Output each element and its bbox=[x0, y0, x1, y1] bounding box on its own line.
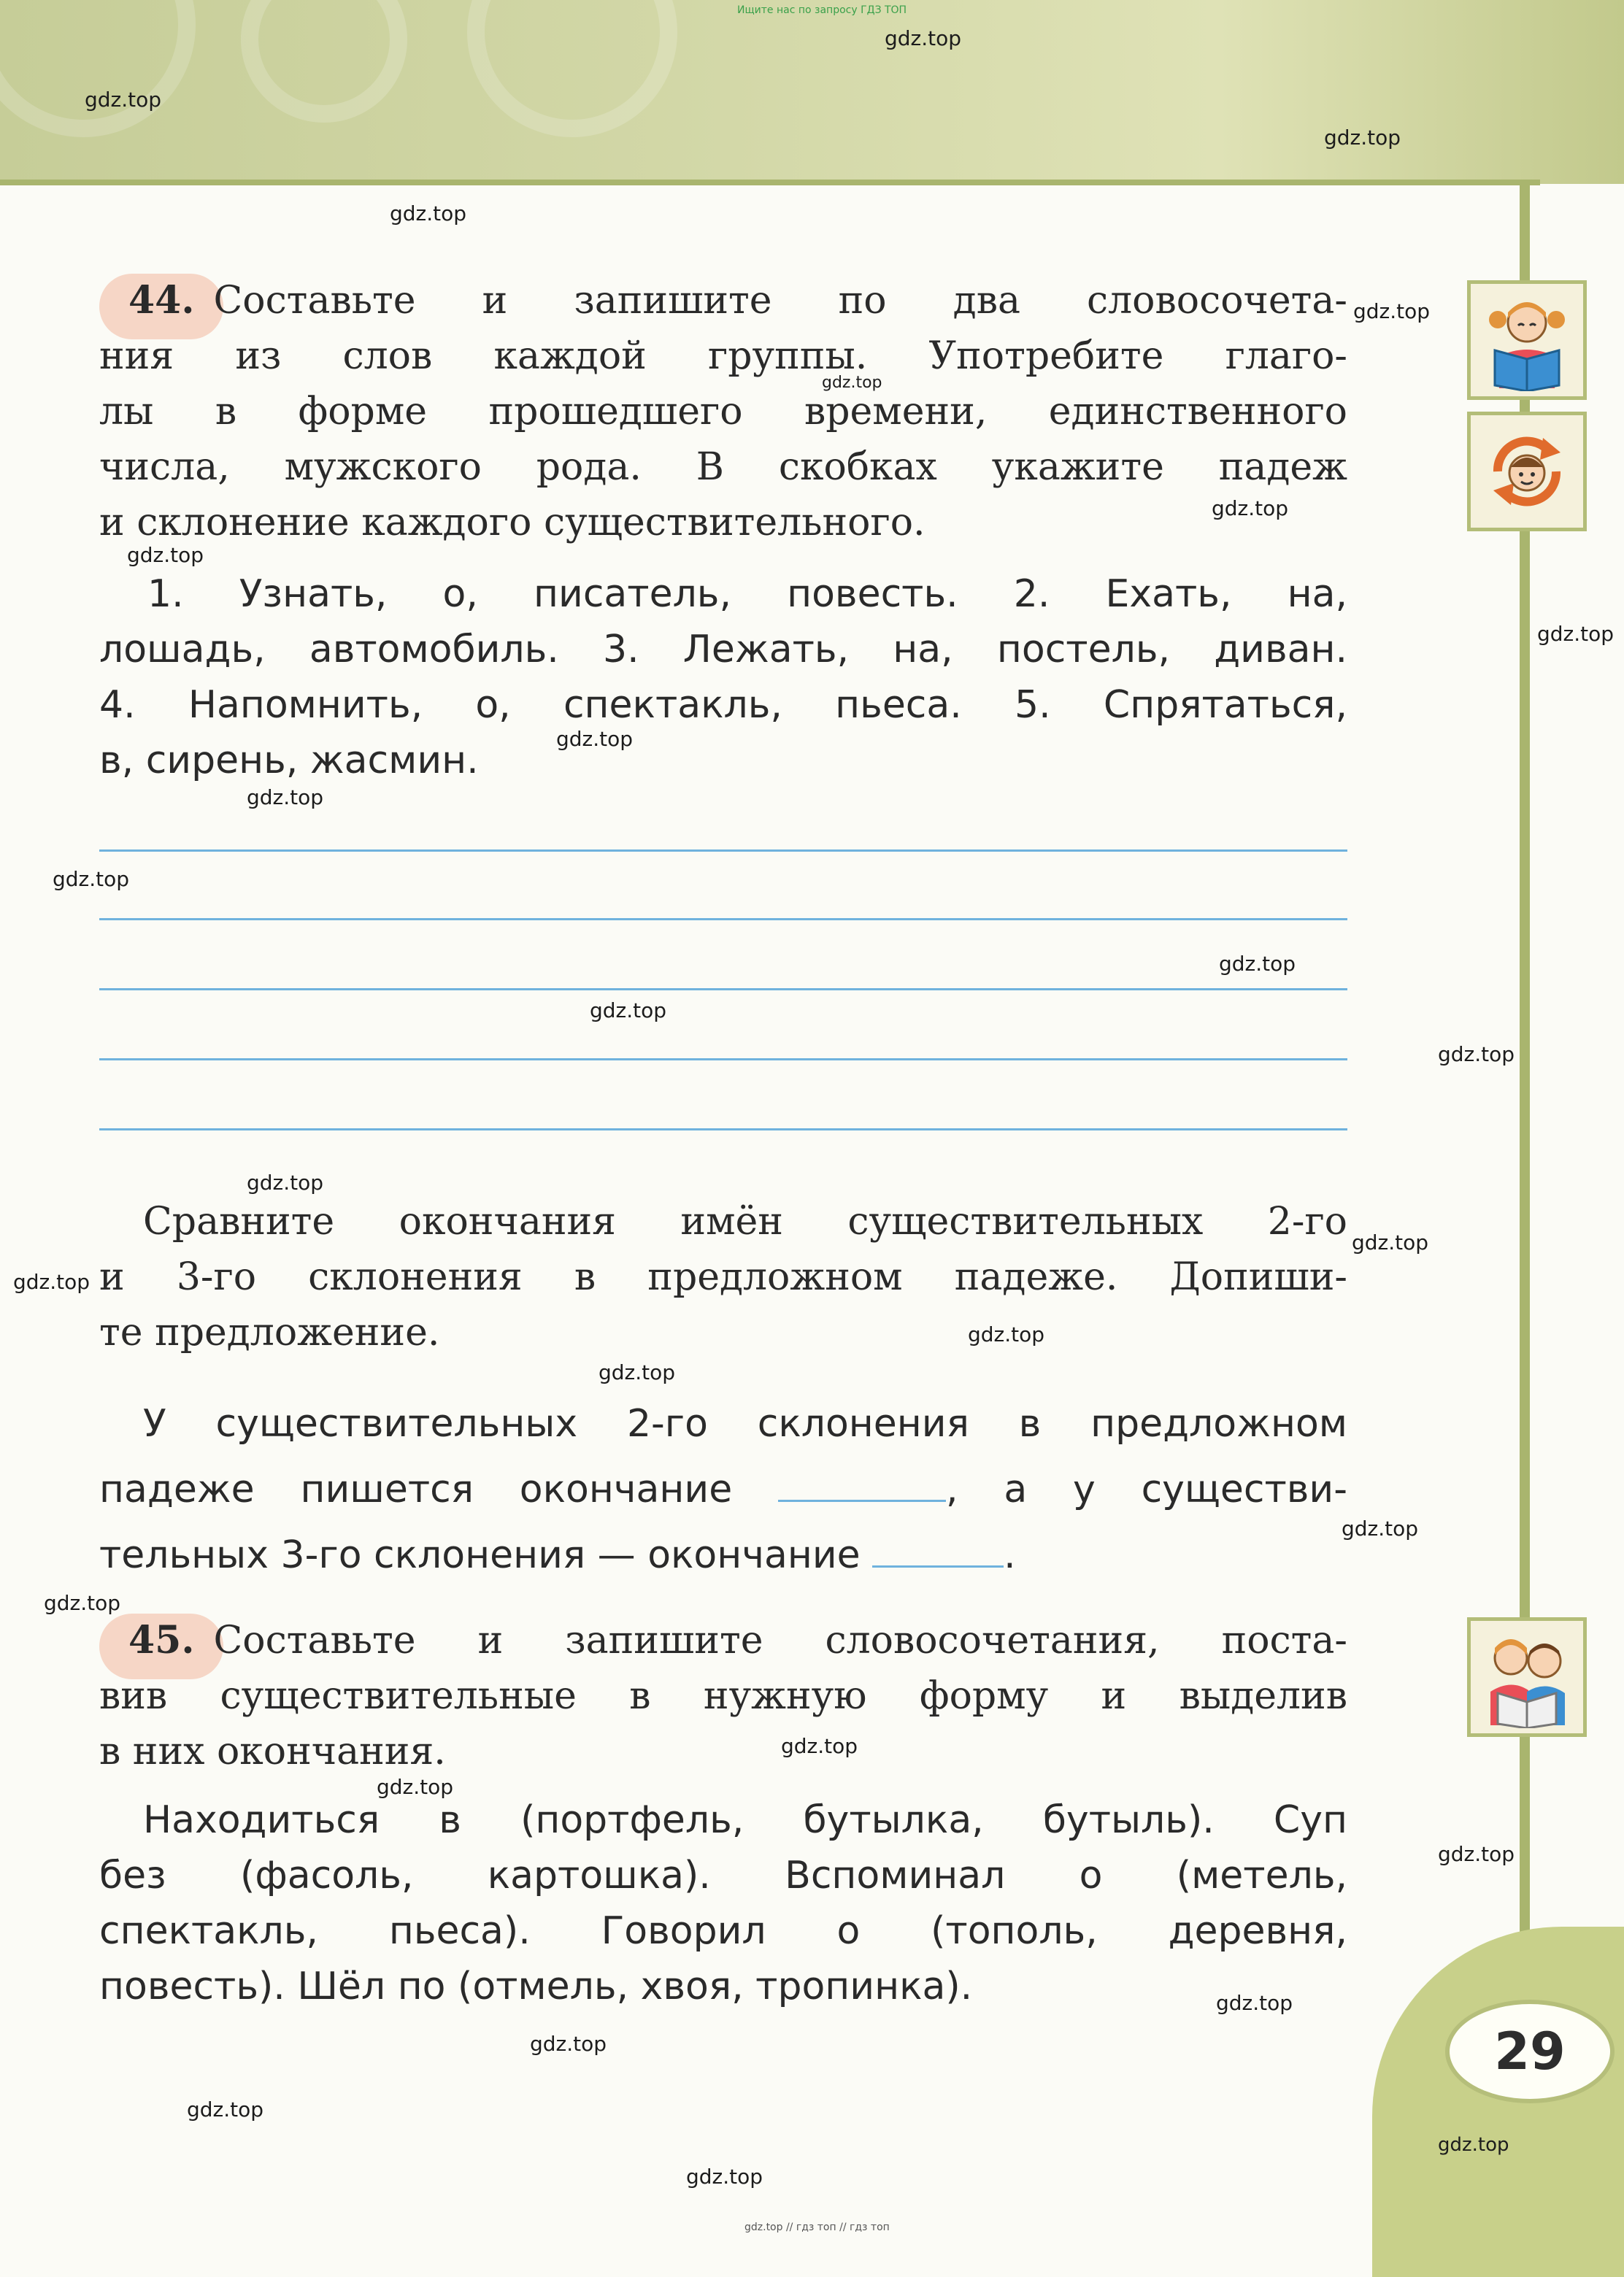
compare-line: и 3-го склонения в предложном падеже. Допиши- bbox=[99, 1255, 1347, 1299]
header-band bbox=[0, 0, 1624, 184]
exercise-45-line: в них окончания. bbox=[99, 1730, 446, 1773]
exercise-45-number: 45. bbox=[128, 1618, 213, 1663]
watermark: gdz.top bbox=[187, 2097, 264, 2122]
word-group-line: 4. Напомнить, о, спектакль, пьеса. 5. Спрятаться, bbox=[99, 683, 1347, 727]
compare-line: те предложение. bbox=[99, 1311, 440, 1355]
word-group-line: повесть). Шёл по (отмель, хвоя, тропинка). bbox=[99, 1965, 973, 2008]
watermark: gdz.top bbox=[1212, 496, 1289, 520]
repeat-cycle-icon bbox=[1476, 420, 1578, 523]
ending-blank-2nd-declension[interactable] bbox=[778, 1463, 946, 1502]
exercise-44-line bbox=[99, 273, 1347, 328]
watermark: gdz.top bbox=[1438, 2134, 1509, 2156]
watermark: gdz.top bbox=[247, 1171, 324, 1195]
sentence-text: , а у существи- bbox=[946, 1468, 1347, 1511]
watermark: gdz.top bbox=[1438, 1042, 1515, 1066]
word-group-line: 1. Узнать, о, писатель, повесть. 2. Ехать, на, bbox=[147, 572, 1347, 616]
watermark: gdz.top bbox=[1438, 1842, 1515, 1866]
page-number: 29 bbox=[1445, 2000, 1615, 2103]
word-group-line: в, сирень, жасмин. bbox=[99, 739, 479, 782]
sentence-text: . bbox=[1004, 1533, 1016, 1577]
watermark: gdz.top bbox=[599, 1360, 676, 1384]
watermark: gdz.top bbox=[1216, 1991, 1293, 2015]
watermark: gdz.top bbox=[127, 543, 204, 567]
exercise-45-line bbox=[99, 1613, 1347, 1668]
exercise-44-words bbox=[99, 566, 1347, 788]
reading-girl-icon bbox=[1476, 289, 1578, 391]
watermark: gdz.top bbox=[44, 1591, 121, 1615]
fill-in-sentence bbox=[99, 1391, 1347, 1588]
watermark: gdz.top bbox=[53, 867, 130, 891]
watermark: gdz.top bbox=[85, 88, 162, 112]
exercise-44-line-text: Составьте и запишите по два словосочета- bbox=[213, 279, 1347, 323]
watermark: gdz.top bbox=[1324, 126, 1401, 150]
watermark: gdz.top bbox=[1219, 952, 1296, 976]
repeat-cycle-icon bbox=[1467, 412, 1587, 531]
watermark: gdz.top bbox=[13, 1270, 91, 1294]
exercise-45-task bbox=[99, 1613, 1347, 1779]
watermark: gdz.top bbox=[530, 2032, 607, 2056]
answer-line[interactable] bbox=[99, 1128, 1347, 1130]
watermark: gdz.top bbox=[781, 1734, 858, 1758]
exercise-44-line: числа, мужского рода. В скобках укажите падеж bbox=[99, 445, 1347, 489]
watermark: gdz.top bbox=[1352, 1230, 1429, 1255]
exercise-44-line: ния из слов каждой группы. Употребите глаго- bbox=[99, 334, 1347, 378]
sentence-line bbox=[99, 1522, 1347, 1588]
compare-line: Сравните окончания имён существительных 2-го bbox=[143, 1200, 1347, 1244]
compare-task bbox=[99, 1194, 1347, 1360]
answer-line[interactable] bbox=[99, 849, 1347, 852]
word-group-line: лошадь, автомобиль. 3. Лежать, на, постель, диван. bbox=[99, 628, 1347, 671]
ending-blank-3rd-declension[interactable] bbox=[872, 1529, 1004, 1568]
watermark: gdz.top bbox=[247, 785, 324, 809]
exercise-44-line: и склонение каждого существительного. bbox=[99, 501, 925, 544]
exercise-45-line: вив существительные в нужную форму и выделив bbox=[99, 1674, 1347, 1718]
header-divider bbox=[0, 180, 1540, 185]
exercise-44-line: лы в форме прошедшего времени, единственного bbox=[99, 390, 1347, 434]
exercise-44-number: 44. bbox=[128, 278, 213, 323]
watermark: gdz.top bbox=[1353, 299, 1431, 323]
word-group-line: спектакль, пьеса). Говорил о (тополь, деревня, bbox=[99, 1909, 1347, 1953]
reading-pair-icon bbox=[1467, 1617, 1587, 1737]
header-decor-circle bbox=[467, 0, 677, 137]
answer-line[interactable] bbox=[99, 988, 1347, 990]
watermark: gdz.top bbox=[1342, 1517, 1419, 1541]
corner-decoration bbox=[1372, 1927, 1624, 2277]
bottom-search-note: gdz.top // гдз топ // гдз топ bbox=[744, 2222, 890, 2233]
watermark: gdz.top bbox=[822, 374, 882, 392]
word-group-line: Находиться в (портфель, бутылка, бутыль). Суп bbox=[143, 1798, 1347, 1842]
sentence-line: У существительных 2-го склонения в предложном bbox=[143, 1402, 1347, 1446]
sentence-line bbox=[99, 1457, 1347, 1522]
header-decor-circle bbox=[241, 0, 407, 123]
answer-line[interactable] bbox=[99, 918, 1347, 920]
answer-line[interactable] bbox=[99, 1058, 1347, 1060]
watermark: gdz.top bbox=[1537, 622, 1615, 646]
watermark: gdz.top bbox=[390, 201, 467, 226]
sentence-text: тельных 3-го склонения — окончание bbox=[99, 1533, 861, 1577]
sentence-text: падеже пишется окончание bbox=[99, 1468, 733, 1511]
exercise-44-task bbox=[99, 273, 1347, 550]
word-group-line: без (фасоль, картошка). Вспоминал о (метель, bbox=[99, 1854, 1347, 1898]
reading-pair-icon bbox=[1476, 1626, 1578, 1728]
header-decor-circle bbox=[0, 0, 196, 137]
exercise-45-line-text: Составьте и запишите словосочетания, поста- bbox=[213, 1619, 1347, 1663]
top-search-note: Ищите нас по запросу ГДЗ ТОП bbox=[737, 4, 907, 16]
watermark: gdz.top bbox=[885, 26, 962, 50]
watermark: gdz.top bbox=[968, 1322, 1045, 1346]
watermark: gdz.top bbox=[377, 1775, 454, 1799]
exercise-45-words bbox=[99, 1792, 1347, 2014]
reading-girl-icon bbox=[1467, 280, 1587, 400]
watermark: gdz.top bbox=[556, 727, 634, 751]
watermark: gdz.top bbox=[686, 2165, 763, 2189]
watermark: gdz.top bbox=[590, 998, 667, 1022]
